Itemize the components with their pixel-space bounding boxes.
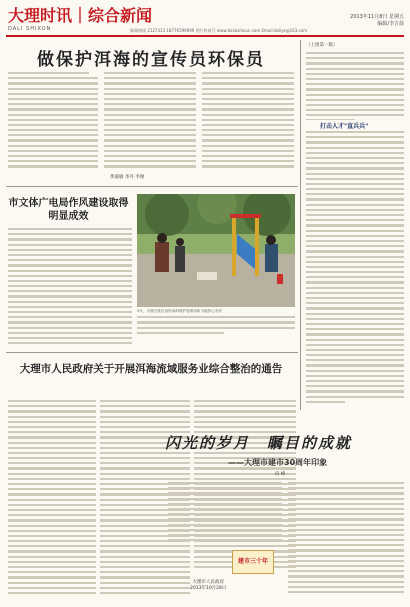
photo-caption [137,309,295,337]
story1-author: 黄嘉敏 李丹 李俊 [110,175,145,180]
park-cleanup-photo [137,194,295,307]
divider-2 [6,352,298,353]
notice-issuer: 大理市人民政府 [192,580,224,585]
masthead [0,0,410,40]
masthead-info: 新闻热线 2127313 18776599999 图片传真号 www.daliashixun.com Email:daliys@163.com [130,28,308,33]
story1-body-col1 [8,72,98,170]
story3-headline: 大理市人民政府关于开展洱海流域服务业综合整治的通告 [19,363,283,375]
story1-headline: 做保护洱海的宣传员环保员 [37,50,265,70]
feature-headline: 闪光的岁月 瞩目的成就 [165,434,353,452]
news-photo [137,194,295,307]
issue-date: 2013年11月8日 星期五 [350,14,404,20]
feature-subtitle: ——大理市建市30周年印象 [228,458,328,467]
story2-body [8,228,132,346]
story1-body-col3 [202,72,294,170]
story3-body-col1 [8,400,96,600]
divider-1 [6,186,298,187]
masthead-date-block [350,14,404,28]
story1-body-col2 [104,72,196,170]
masthead-subtitle: DALI SHIXUN [8,26,52,32]
feature-body-col1 [168,482,282,548]
sidebar-kicker: （上接第一版） [306,43,338,48]
sidebar-body-top [306,52,404,120]
sidebar-title: 打击人才"直兵兵" [320,123,369,130]
feature-body-col2 [288,482,404,600]
sidebar-body [306,131,404,406]
notice-date: 2013年10月28日 [190,586,227,591]
column-divider [300,40,301,410]
editor-credit: 编辑/李吉晨 [377,21,404,27]
feature-author: 向 峥 [275,472,286,477]
notice-signature [190,580,226,592]
masthead-divider [6,35,404,37]
story2-headline: 市文体广电局作风建设取得明显成效 [8,198,129,222]
masthead-title: 大理时讯｜综合新闻 [8,6,153,25]
photo-caption-text: 9月，大理白族自治州洱海保护管理局和当地热心市民 [137,309,222,313]
anniversary-badge: 建市三十年 [232,550,274,574]
